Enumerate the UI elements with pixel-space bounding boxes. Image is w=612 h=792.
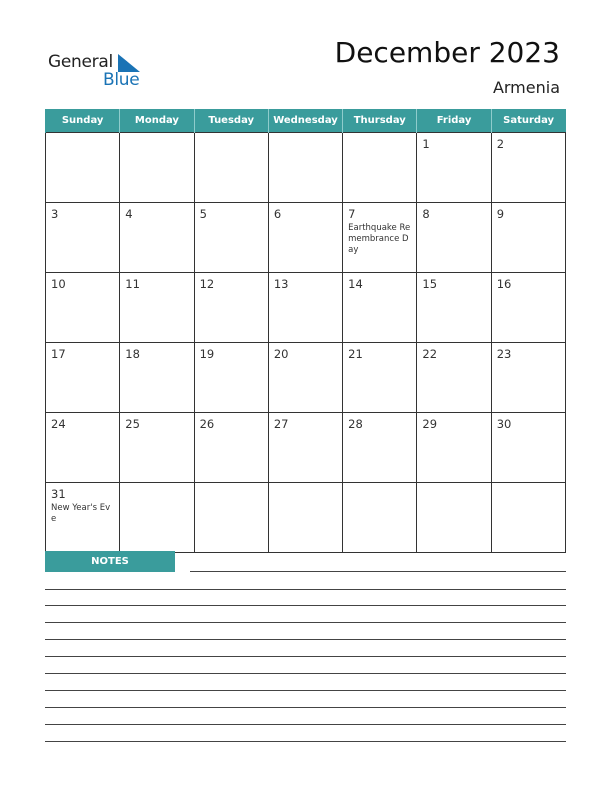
day-number: 12 [199, 277, 215, 291]
weekday-header: Thursday [343, 109, 417, 133]
calendar-day-cell [417, 203, 491, 273]
day-number: 30 [496, 417, 512, 431]
day-number: 27 [273, 417, 289, 431]
day-number: 20 [273, 347, 289, 361]
calendar-week-row [46, 273, 566, 343]
calendar-week-row [46, 133, 566, 203]
calendar-day-cell [46, 413, 120, 483]
calendar-day-cell [491, 273, 565, 343]
day-number: 22 [422, 347, 438, 361]
day-number: 25 [125, 417, 140, 431]
calendar-day-cell [343, 413, 417, 483]
weekday-header: Saturday [491, 109, 565, 133]
day-number: 8 [422, 207, 430, 221]
day-number: 31 [51, 487, 66, 501]
day-number: 13 [273, 277, 289, 291]
day-number: 4 [125, 207, 133, 221]
calendar-day-cell [417, 413, 491, 483]
calendar-day-cell [46, 483, 120, 553]
day-number: 28 [348, 417, 363, 431]
day-number: 17 [51, 347, 66, 361]
notes-label: NOTES [45, 551, 175, 572]
calendar-day-cell [491, 343, 565, 413]
calendar-day-cell [417, 273, 491, 343]
calendar-day-cell [120, 203, 194, 273]
day-number: 9 [496, 207, 505, 221]
calendar-day-cell [417, 133, 491, 203]
day-number: 7 [348, 207, 356, 221]
weekday-header: Monday [120, 109, 194, 133]
calendar-grid [45, 109, 566, 553]
calendar-week-row [46, 343, 566, 413]
note-line [45, 589, 566, 590]
weekday-header: Friday [417, 109, 491, 133]
holiday-event: New Year's Eve [51, 503, 111, 524]
day-number: 6 [273, 207, 282, 221]
weekday-header: Sunday [46, 109, 120, 133]
calendar-day-cell [343, 343, 417, 413]
brand-logo [48, 52, 158, 92]
calendar-day-cell [46, 343, 120, 413]
calendar-day-cell [343, 483, 417, 553]
note-line [45, 656, 566, 657]
calendar-week-row [46, 483, 566, 553]
day-number: 21 [348, 347, 363, 361]
calendar-day-cell [417, 343, 491, 413]
calendar-day-cell [194, 203, 268, 273]
calendar-day-cell [417, 483, 491, 553]
day-number: 18 [125, 347, 140, 361]
calendar-day-cell [46, 273, 120, 343]
calendar-week-row [46, 203, 566, 273]
calendar-day-cell [46, 203, 120, 273]
day-number: 26 [199, 417, 215, 431]
calendar-day-cell [268, 343, 342, 413]
calendar-day-cell [268, 203, 342, 273]
page-title: December 2023 [334, 36, 560, 69]
calendar-day-cell [194, 483, 268, 553]
day-number: 5 [199, 207, 207, 221]
day-number: 11 [125, 277, 140, 291]
note-line [45, 673, 566, 674]
note-line [45, 707, 566, 708]
calendar-day-cell [268, 483, 342, 553]
calendar-day-cell [268, 413, 342, 483]
note-line [45, 622, 566, 623]
country-label: Armenia [492, 78, 560, 97]
day-number: 19 [199, 347, 215, 361]
day-number: 3 [51, 207, 59, 221]
calendar-week-row [46, 413, 566, 483]
calendar-day-cell [194, 413, 268, 483]
weekday-header-row [46, 109, 566, 133]
note-line [45, 605, 566, 606]
calendar-day-cell [268, 133, 342, 203]
calendar-day-cell [120, 273, 194, 343]
day-number: 29 [422, 417, 438, 431]
day-number: 10 [51, 277, 66, 291]
calendar-day-cell [491, 203, 565, 273]
day-number: 16 [496, 277, 512, 291]
calendar-day-cell [343, 273, 417, 343]
logo-general-text: General [48, 52, 113, 72]
holiday-event: Earthquake Remembrance Day [348, 223, 411, 255]
day-number: 24 [51, 417, 66, 431]
note-line [45, 724, 566, 725]
note-line [45, 639, 566, 640]
calendar-day-cell [120, 483, 194, 553]
day-number: 23 [496, 347, 512, 361]
calendar-day-cell [194, 343, 268, 413]
calendar-day-cell [491, 133, 565, 203]
calendar-day-cell [268, 273, 342, 343]
calendar-day-cell [46, 133, 120, 203]
day-number: 14 [348, 277, 363, 291]
day-number: 15 [422, 277, 438, 291]
calendar-day-cell [120, 343, 194, 413]
note-line [45, 741, 566, 742]
calendar-day-cell [491, 413, 565, 483]
calendar-day-cell [120, 133, 194, 203]
calendar-day-cell [194, 133, 268, 203]
logo-blue-text: Blue [103, 70, 140, 90]
note-line [45, 690, 566, 691]
calendar-day-cell [120, 413, 194, 483]
day-number: 1 [422, 137, 430, 151]
calendar-day-cell [491, 483, 565, 553]
calendar-day-cell [194, 273, 268, 343]
calendar-day-cell [343, 133, 417, 203]
calendar-day-cell [343, 203, 417, 273]
day-number: 2 [496, 137, 505, 151]
note-line [190, 571, 566, 572]
weekday-header: Tuesday [194, 109, 268, 133]
weekday-header: Wednesday [268, 109, 342, 133]
